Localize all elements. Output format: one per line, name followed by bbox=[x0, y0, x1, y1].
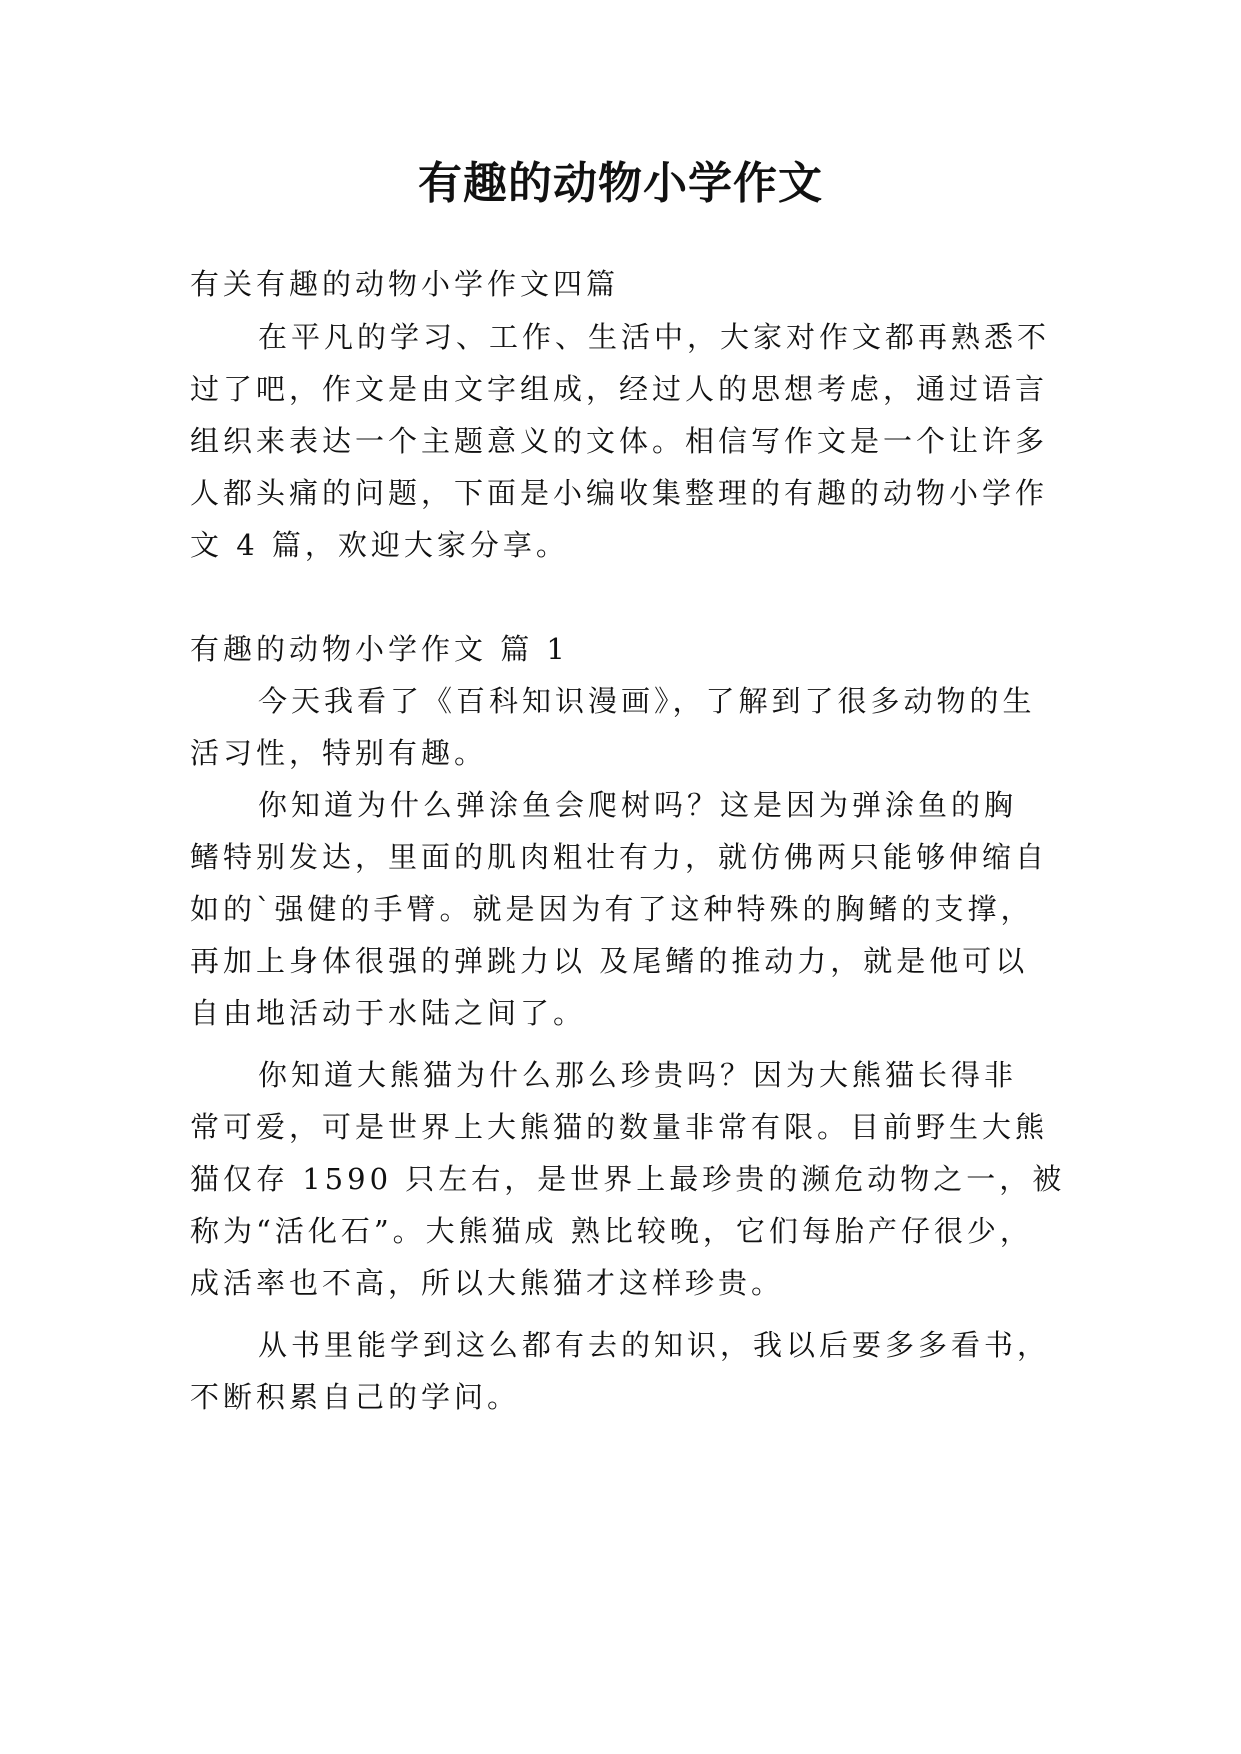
p2-line-5: 自由地活动于水陆之间了。 bbox=[190, 996, 587, 1030]
section1-heading: 有趣的动物小学作文 篇 1 bbox=[190, 632, 569, 666]
p1-line-2: 活习性，特别有趣。 bbox=[190, 736, 488, 770]
p3-line-4: 称为“活化石”。大熊猫成 熟比较晚，它们每胎产仔很少， bbox=[190, 1214, 1033, 1248]
p3-line-1: 你知道大熊猫为什么那么珍贵吗？因为大熊猫长得非 bbox=[258, 1058, 1018, 1092]
intro-heading: 有关有趣的动物小学作文四篇 bbox=[190, 267, 620, 301]
p2-line-1: 你知道为什么弹涂鱼会爬树吗？这是因为弹涂鱼的胸 bbox=[258, 788, 1018, 822]
p3-line-5: 成活率也不高，所以大熊猫才这样珍贵。 bbox=[190, 1266, 785, 1300]
document-title: 有趣的动物小学作文 bbox=[418, 158, 823, 209]
p2-line-2: 鳍特别发达，里面的肌肉粗壮有力，就仿佛两只能够伸缩自 bbox=[190, 840, 1049, 874]
intro-line-1: 在平凡的学习、工作、生活中，大家对作文都再熟悉不 bbox=[258, 320, 1051, 354]
intro-line-2: 过了吧，作文是由文字组成，经过人的思想考虑，通过语言 bbox=[190, 372, 1049, 406]
intro-line-3: 组织来表达一个主题意义的文体。相信写作文是一个让许多 bbox=[190, 424, 1049, 458]
p3-line-3: 猫仅存 1590 只左右，是世界上最珍贵的濒危动物之一，被 bbox=[190, 1162, 1066, 1196]
p1-line-1: 今天我看了《百科知识漫画》，了解到了很多动物的生 bbox=[258, 684, 1036, 718]
p4-line-2: 不断积累自己的学问。 bbox=[190, 1380, 521, 1414]
p2-line-3: 如的`强健的手臂。就是因为有了这种特殊的胸鳍的支撑， bbox=[190, 892, 1034, 926]
intro-line-5: 文 4 篇，欢迎大家分享。 bbox=[190, 528, 569, 562]
p3-line-2: 常可爱，可是世界上大熊猫的数量非常有限。目前野生大熊 bbox=[190, 1110, 1049, 1144]
intro-line-4: 人都头痛的问题，下面是小编收集整理的有趣的动物小学作 bbox=[190, 476, 1049, 510]
p2-line-4: 再加上身体很强的弹跳力以 及尾鳍的推动力，就是他可以 bbox=[190, 944, 1029, 978]
p4-line-1: 从书里能学到这么都有去的知识，我以后要多多看书， bbox=[258, 1328, 1051, 1362]
